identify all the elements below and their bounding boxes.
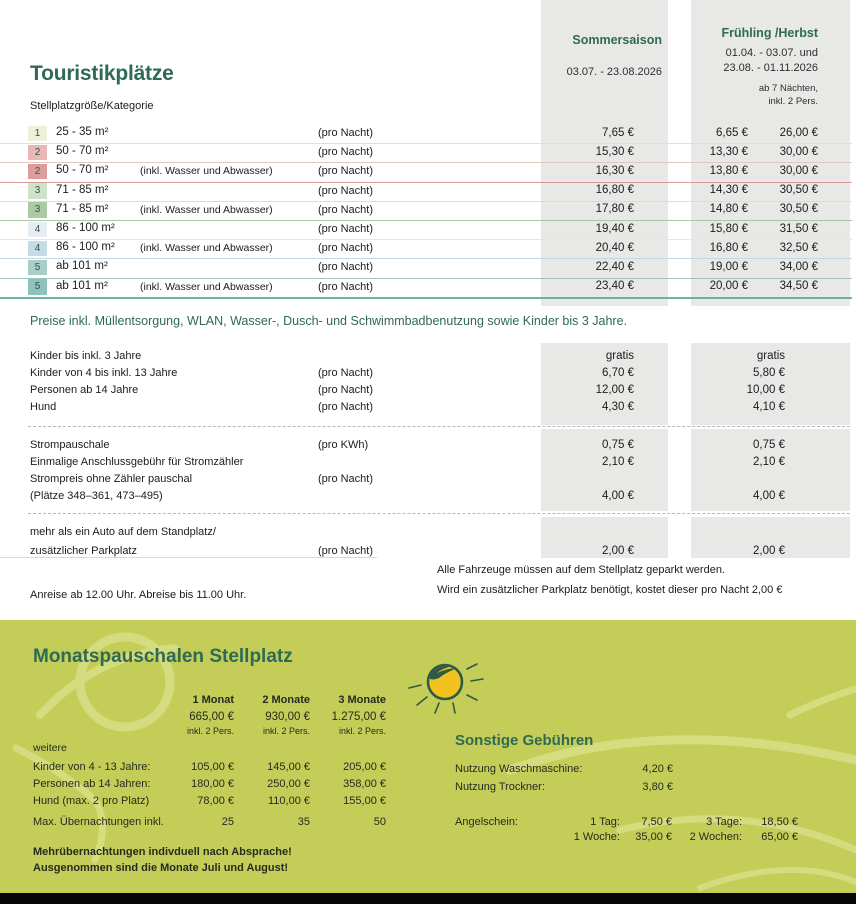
spring-price: 4,10 € — [753, 401, 785, 413]
monthly-row-value: 250,00 € — [267, 778, 310, 790]
summer-column-dates: 03.07. - 23.08.2026 — [566, 66, 662, 78]
fishing-price: 65,00 € — [761, 831, 798, 843]
sun-icon — [405, 655, 493, 725]
monthly-row-label: Max. Übernachtungen inkl. — [33, 816, 164, 828]
table-row — [0, 278, 852, 299]
spring-price: 16,80 € — [709, 241, 748, 254]
summer-price: 15,30 € — [595, 145, 634, 158]
spring-column-note: inkl. 2 Pers. — [768, 96, 818, 107]
fee-row — [0, 545, 856, 562]
monthly-note: Ausgenommen sind die Monate Juli und August! — [33, 862, 289, 874]
fee-row — [0, 384, 856, 401]
spring-price: 15,80 € — [709, 222, 748, 235]
table-row — [0, 143, 852, 163]
monthly-rates-panel — [0, 620, 856, 893]
per-night-label: (pro Nacht) — [318, 223, 374, 235]
category-badge: 3 — [28, 183, 47, 199]
per-night-label: (pro Nacht) — [318, 384, 374, 396]
fishing-price: 35,00 € — [635, 831, 672, 843]
per-night-label: (pro Nacht) — [318, 473, 374, 485]
fishing-permit-label: Angelschein: — [455, 816, 518, 828]
monthly-row-value: 205,00 € — [343, 761, 386, 773]
pitch-size-label: 25 - 35 m² — [56, 126, 109, 138]
fee-label: Strompreis ohne Zähler pauschal — [30, 473, 193, 485]
vehicles-note: Wird ein zusätzlicher Parkplatz benötigt, kostet dieser pro Nacht 2,00 € — [437, 584, 783, 596]
summer-price: 4,00 € — [602, 490, 634, 502]
category-badge: 5 — [28, 260, 47, 276]
spring-column-header: Frühling /Herbst — [721, 26, 818, 40]
arrival-note: Anreise ab 12.00 Uhr. Abreise bis 11.00 Uhr. — [30, 589, 247, 601]
dashed-divider — [28, 513, 850, 514]
fee-row — [0, 526, 856, 543]
monthly-row-value: 155,00 € — [343, 795, 386, 807]
spring-week-price: 31,50 € — [779, 222, 818, 235]
monthly-title: Monatspauschalen Stellplatz — [33, 646, 293, 667]
spring-price: 6,65 € — [716, 126, 748, 139]
spring-column-dates: 01.04. - 03.07. und — [725, 47, 818, 59]
summer-price: 6,70 € — [602, 367, 634, 379]
pitch-size-label: 71 - 85 m² — [56, 183, 109, 196]
table-row — [0, 239, 852, 259]
spring-price: 2,00 € — [753, 545, 785, 557]
pitch-note: (inkl. Wasser und Abwasser) — [140, 280, 273, 293]
spring-week-price: 30,00 € — [779, 145, 818, 158]
category-badge: 4 — [28, 222, 47, 238]
summer-price: 22,40 € — [595, 260, 634, 273]
vehicles-note: Alle Fahrzeuge müssen auf dem Stellplatz geparkt werden. — [437, 564, 725, 576]
spring-price: 4,00 € — [753, 490, 785, 502]
spring-week-price: 32,50 € — [779, 241, 818, 254]
per-night-label: (pro Nacht) — [318, 165, 374, 178]
fee-row — [0, 367, 856, 384]
table-row — [0, 162, 852, 182]
fee-label: zusätzlicher Parkplatz — [30, 545, 137, 557]
spring-column-note: ab 7 Nächten, — [758, 83, 818, 94]
per-night-label: (pro Nacht) — [318, 146, 374, 159]
spring-price: 14,80 € — [709, 203, 748, 216]
spring-week-price: 34,50 € — [779, 280, 818, 293]
spring-week-price: 30,50 € — [779, 184, 818, 197]
spring-price: 19,00 € — [709, 260, 748, 273]
spring-week-price: 30,50 € — [779, 203, 818, 216]
category-badge: 2 — [28, 164, 47, 180]
per-night-label: (pro Nacht) — [318, 280, 374, 293]
monthly-row-value: 105,00 € — [191, 761, 234, 773]
fishing-duration-label: 2 Wochen: — [689, 831, 742, 843]
category-badge: 2 — [28, 145, 47, 161]
fee-label: Nutzung Waschmaschine: — [455, 763, 583, 775]
table-row — [0, 201, 852, 221]
category-badge: 1 — [28, 126, 47, 142]
bottom-black-bar — [0, 893, 856, 904]
pitch-note: (inkl. Wasser und Abwasser) — [140, 203, 273, 216]
pitch-size-label: ab 101 m² — [56, 260, 108, 273]
per-night-label: (pro Nacht) — [318, 184, 374, 197]
summer-price: 16,30 € — [595, 164, 634, 177]
fee-label: Einmalige Anschlussgebühr für Stromzähler — [30, 456, 244, 468]
monthly-row-value: 35 — [297, 816, 310, 828]
fee-row — [0, 456, 856, 473]
monthly-row-label: Hund (max. 2 pro Platz) — [33, 795, 150, 807]
monthly-row-value: 110,00 € — [267, 795, 310, 807]
spring-price: 13,80 € — [709, 164, 748, 177]
summer-price: 2,10 € — [602, 456, 634, 468]
monthly-column-header: 3 Monate — [338, 694, 386, 706]
fee-value: 4,20 € — [642, 763, 673, 775]
table-row — [0, 220, 852, 240]
monthly-row-value: 180,00 € — [191, 778, 234, 790]
page-title: Touristikplätze — [30, 62, 174, 85]
category-badge: 4 — [28, 241, 47, 257]
monthly-row-label: Kinder von 4 - 13 Jahre: — [33, 761, 151, 773]
category-badge: 5 — [28, 279, 47, 295]
monthly-row-value: 358,00 € — [343, 778, 386, 790]
fee-row — [0, 490, 856, 507]
summer-price: 4,30 € — [602, 401, 634, 413]
fishing-duration-label: 3 Tage: — [706, 816, 742, 828]
summer-price: 7,65 € — [602, 126, 634, 139]
per-night-label: (pro Nacht) — [318, 242, 374, 255]
monthly-base-note: inkl. 2 Pers. — [338, 726, 386, 736]
spring-price: 13,30 € — [709, 145, 748, 158]
summer-price: 0,75 € — [602, 439, 634, 451]
fishing-price: 7,50 € — [641, 816, 672, 828]
fee-label: (Plätze 348–361, 473–495) — [30, 490, 163, 502]
spring-price: 0,75 € — [753, 439, 785, 451]
dashed-divider — [28, 426, 850, 427]
summer-price: 23,40 € — [595, 280, 634, 293]
spring-price: 2,10 € — [753, 456, 785, 468]
fee-row — [0, 439, 856, 456]
fee-label: Hund — [30, 401, 57, 413]
per-night-label: (pro Nacht) — [318, 401, 374, 413]
pitch-size-label: ab 101 m² — [56, 279, 108, 292]
divider-line — [0, 557, 377, 558]
included-services-note: Preise inkl. Müllentsorgung, WLAN, Wasser-, Dusch- und Schwimmbadbenutzung sowie Kinder bis 3 Jahre. — [30, 314, 628, 328]
category-subtitle: Stellplatzgröße/Kategorie — [30, 100, 154, 112]
monthly-base-note: inkl. 2 Pers. — [186, 726, 234, 736]
summer-price: 19,40 € — [595, 222, 634, 235]
pitch-size-label: 86 - 100 m² — [56, 241, 115, 254]
fishing-duration-label: 1 Woche: — [573, 831, 620, 843]
monthly-base-price: 665,00 € — [189, 711, 234, 723]
spring-price: 14,30 € — [709, 184, 748, 197]
weitere-label: weitere — [33, 742, 67, 754]
spring-price: 10,00 € — [746, 384, 785, 396]
summer-price: 12,00 € — [595, 384, 634, 396]
fee-label: Strompauschale — [30, 439, 110, 451]
fee-value: 3,80 € — [642, 781, 673, 793]
fee-label: Personen ab 14 Jahre — [30, 384, 139, 396]
monthly-row-value: 78,00 € — [197, 795, 234, 807]
fee-label: mehr als ein Auto auf dem Standplatz/ — [30, 526, 216, 538]
monthly-base-price: 930,00 € — [265, 711, 310, 723]
spring-price: 20,00 € — [709, 280, 748, 293]
summer-price: gratis — [605, 350, 634, 362]
spring-column-dates: 23.08. - 01.11.2026 — [723, 62, 818, 74]
spring-price: 5,80 € — [753, 367, 785, 379]
summer-price: 16,80 € — [595, 184, 634, 197]
monthly-base-note: inkl. 2 Pers. — [262, 726, 310, 736]
spring-week-price: 34,00 € — [779, 260, 818, 273]
per-night-label: (pro Nacht) — [318, 367, 374, 379]
pitch-size-label: 86 - 100 m² — [56, 222, 115, 234]
monthly-column-header: 2 Monate — [262, 694, 310, 706]
fishing-price: 18,50 € — [761, 816, 798, 828]
pitch-size-label: 50 - 70 m² — [56, 145, 109, 158]
per-night-label: (pro Nacht) — [318, 545, 374, 557]
summer-price: 20,40 € — [595, 241, 634, 254]
pitch-note: (inkl. Wasser und Abwasser) — [140, 165, 273, 178]
per-night-label: (pro Nacht) — [318, 127, 374, 139]
fee-row — [0, 401, 856, 418]
monthly-row-label: Personen ab 14 Jahren: — [33, 778, 151, 790]
pitch-size-label: 71 - 85 m² — [56, 202, 109, 215]
table-row — [0, 258, 852, 278]
monthly-row-value: 145,00 € — [267, 761, 310, 773]
category-badge: 3 — [28, 202, 47, 218]
other-fees-title: Sonstige Gebühren — [455, 732, 594, 749]
fee-label: Kinder bis inkl. 3 Jahre — [30, 350, 142, 362]
fee-label: Kinder von 4 bis inkl. 13 Jahre — [30, 367, 178, 379]
summer-price: 17,80 € — [595, 203, 634, 216]
spring-week-price: 30,00 € — [779, 164, 818, 177]
table-row — [0, 124, 852, 144]
fee-row — [0, 350, 856, 367]
fee-row — [0, 473, 856, 490]
spring-week-price: 26,00 € — [779, 126, 818, 139]
per-night-label: (pro KWh) — [318, 439, 369, 451]
monthly-column-header: 1 Monat — [192, 694, 234, 706]
per-night-label: (pro Nacht) — [318, 203, 374, 216]
monthly-note: Mehrübernachtungen indivduell nach Absprache! — [33, 846, 292, 858]
monthly-row-value: 50 — [373, 816, 386, 828]
fee-label: Nutzung Trockner: — [455, 781, 545, 793]
spring-price: gratis — [756, 350, 785, 362]
per-night-label: (pro Nacht) — [318, 261, 374, 274]
monthly-base-price: 1.275,00 € — [331, 711, 386, 723]
pitch-note: (inkl. Wasser und Abwasser) — [140, 242, 273, 255]
summer-column-header: Sommersaison — [572, 33, 662, 47]
table-row — [0, 182, 852, 202]
summer-price: 2,00 € — [602, 545, 634, 557]
pitch-size-label: 50 - 70 m² — [56, 164, 109, 177]
monthly-row-value: 25 — [221, 816, 234, 828]
fishing-duration-label: 1 Tag: — [590, 816, 620, 828]
